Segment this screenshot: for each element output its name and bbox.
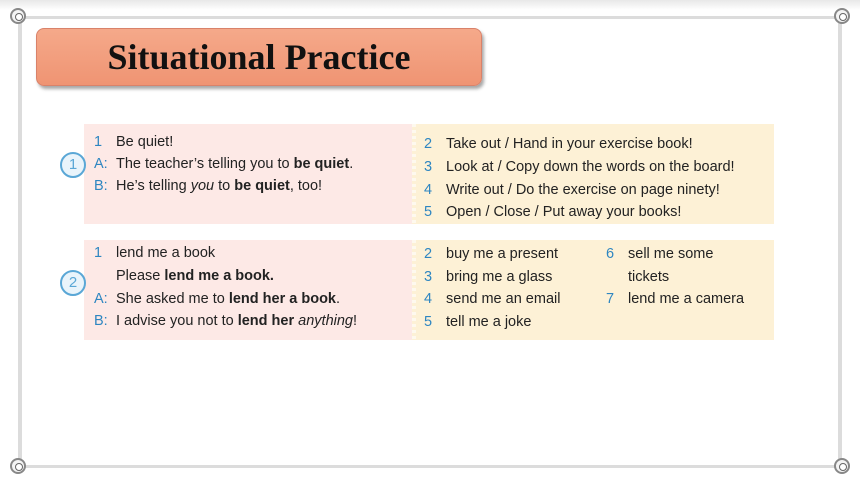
list-item: 4 send me an email <box>424 291 561 307</box>
list-item: 2 Take out / Hand in your exercise book! <box>424 136 693 152</box>
section2-example-a: A: She asked me to lend her a book. <box>94 291 341 307</box>
frame-right <box>838 20 842 464</box>
list-item: 5 Open / Close / Put away your books! <box>424 204 682 220</box>
list-item: 5 tell me a joke <box>424 314 532 330</box>
top-band <box>0 0 860 10</box>
page-title: Situational Practice <box>107 37 411 77</box>
title-banner <box>36 28 482 86</box>
frame-top <box>18 16 842 19</box>
section2-example-b: B: I advise you not to lend her anything! <box>94 313 358 329</box>
frame-bottom <box>18 465 842 468</box>
list-item: 3 Look at / Copy down the words on the board! <box>424 159 735 175</box>
section2-example-please: Please lend me a book. <box>116 268 274 284</box>
list-item: tickets <box>628 269 670 285</box>
section1-example-a: A: The teacher’s telling you to be quiet. <box>94 156 354 172</box>
section1-example-b: B: He’s telling you to be quiet, too! <box>94 178 323 194</box>
section1-badge: 1 <box>60 152 86 178</box>
section2-badge: 2 <box>60 270 86 296</box>
section1-example-prompt: 1 Be quiet! <box>94 134 174 150</box>
corner-ornament-icon <box>834 8 850 24</box>
corner-ornament-icon <box>10 458 26 474</box>
list-item: 2 buy me a present <box>424 246 559 262</box>
section2-example-prompt: 1 lend me a book <box>94 245 216 261</box>
corner-ornament-icon <box>834 458 850 474</box>
list-item: 7 lend me a camera <box>606 291 745 307</box>
corner-ornament-icon <box>10 8 26 24</box>
list-item: 3 bring me a glass <box>424 269 553 285</box>
list-item: 4 Write out / Do the exercise on page ninety! <box>424 182 720 198</box>
list-item: 6 sell me some <box>606 246 714 262</box>
frame-left <box>18 20 22 464</box>
